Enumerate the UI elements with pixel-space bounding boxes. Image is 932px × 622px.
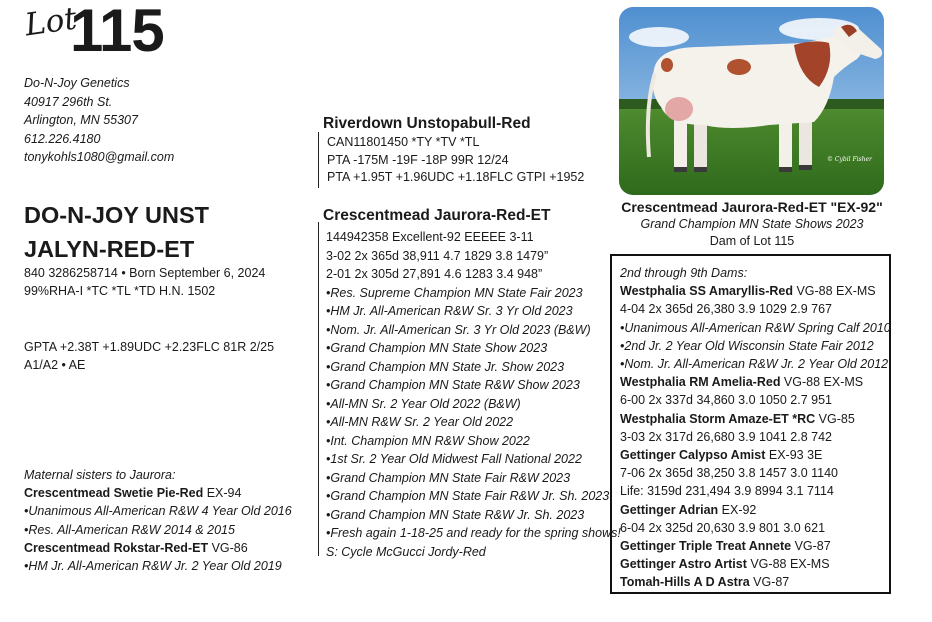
dams-box bbox=[610, 254, 891, 594]
dam-entry-honor: •Unanimous All-American R&W Spring Calf 2010 bbox=[620, 320, 891, 335]
dam-entry-name: Gettinger Astro Artist bbox=[620, 557, 747, 572]
dam-entry-name: Westphalia RM Amelia-Red bbox=[620, 375, 781, 390]
dam-divider bbox=[318, 222, 319, 556]
dam-record: 3-02 2x 365d 38,911 4.7 1829 3.8 1479” bbox=[326, 248, 549, 263]
sister-name: Crescentmead Rokstar-Red-ET bbox=[24, 540, 209, 555]
dam-honor: •Grand Champion MN State Jr. Show 2023 bbox=[326, 359, 565, 374]
dam-entry-score: VG-88 EX-MS bbox=[792, 284, 876, 299]
dam-entry bbox=[620, 573, 891, 591]
dam-entry-score: EX-93 3E bbox=[765, 448, 823, 463]
dam-honor: •Grand Champion MN State Show 2023 bbox=[326, 341, 548, 355]
sire-line: PTA -175M -19F -18P 99R 12/24 bbox=[327, 152, 509, 167]
dam-entry-record: 6-00 2x 337d 34,860 3.0 1050 2.7 951 bbox=[620, 393, 832, 408]
lot-number: 115 bbox=[70, 0, 164, 64]
sire-divider bbox=[318, 132, 319, 188]
dam-honor: •Int. Champion MN R&W Show 2022 bbox=[326, 433, 530, 448]
dam-entry-record: 6-04 2x 325d 20,630 3.9 801 3.0 621 bbox=[620, 520, 826, 535]
sister-entry bbox=[24, 539, 292, 557]
sister-name: Crescentmead Swetie Pie-Red bbox=[24, 486, 204, 501]
dam-honor: •Nom. Jr. All-American Sr. 3 Yr Old 2023 (B&W) bbox=[326, 322, 591, 337]
caption-dam: Dam of Lot 115 bbox=[709, 234, 795, 248]
dam-entry-name: Gettinger Calypso Amist bbox=[620, 448, 766, 463]
animal-name bbox=[24, 198, 209, 266]
dam-honor: •Res. Supreme Champion MN State Fair 2023 bbox=[326, 285, 583, 300]
dam-entry-score: VG-85 bbox=[815, 411, 855, 426]
sire-block bbox=[323, 114, 584, 187]
dam-entry-score: VG-88 EX-MS bbox=[780, 375, 864, 390]
cow-illustration bbox=[619, 7, 884, 195]
dam-entry-honor: •2nd Jr. 2 Year Old Wisconsin State Fair 2012 bbox=[620, 338, 874, 353]
dam-entry-score: EX-92 bbox=[718, 502, 757, 517]
sister-note: •Unanimous All-American R&W 4 Year Old 2016 bbox=[24, 504, 292, 519]
dam-entry-name: Westphalia Storm Amaze-ET *RC bbox=[620, 411, 816, 426]
dam-record: 144942358 Excellent-92 EEEEE 3-11 bbox=[326, 230, 534, 244]
sire-name: Riverdown Unstopabull-Red bbox=[323, 115, 531, 132]
dam-entry-score: VG-87 bbox=[749, 575, 790, 590]
dam-service-sire: S: Cycle McGucci Jordy-Red bbox=[326, 544, 486, 559]
dams-heading: 2nd through 9th Dams: bbox=[620, 266, 748, 280]
dam-entry-score: VG-87 bbox=[791, 539, 831, 554]
caption-subtitle: Grand Champion MN State Shows 2023 bbox=[640, 217, 864, 231]
sister-score: EX-94 bbox=[203, 486, 242, 501]
dam-entry bbox=[620, 537, 891, 555]
dam-entry bbox=[620, 501, 891, 519]
dam-record: 2-01 2x 305d 27,891 4.6 1283 3.4 948” bbox=[326, 267, 543, 281]
dam-entry bbox=[620, 446, 891, 464]
consignor-phone: 612.226.4180 bbox=[24, 131, 101, 146]
animal-id-line: 840 3286258714 • Born September 6, 2024 bbox=[24, 266, 266, 280]
animal-genomics bbox=[24, 338, 274, 374]
photo-credit: © Cybil Fisher bbox=[827, 156, 872, 163]
dam-honor: •All-MN R&W Sr. 2 Year Old 2022 bbox=[326, 415, 514, 429]
dam-entry-honor: •Nom. Jr. All-American R&W Jr. 2 Year Old 2012 bbox=[620, 357, 889, 372]
sister-note: •Res. All-American R&W 2014 & 2015 bbox=[24, 522, 235, 537]
caption-title: Crescentmead Jaurora-Red-ET "EX-92" bbox=[621, 199, 883, 215]
maternal-heading: Maternal sisters to Jaurora: bbox=[24, 468, 176, 482]
dam-entry-name: Westphalia SS Amaryllis-Red bbox=[620, 284, 793, 299]
dam-honor: •HM Jr. All-American R&W Sr. 3 Yr Old 2023 bbox=[326, 304, 573, 318]
sire-line: PTA +1.95T +1.96UDC +1.18FLC GTPI +1952 bbox=[327, 170, 585, 184]
dam-entry bbox=[620, 282, 891, 300]
sire-line: CAN11801450 *TY *TV *TL bbox=[327, 135, 480, 149]
dam-entry-record: 3-03 2x 317d 26,680 3.9 1041 2.8 742 bbox=[620, 429, 832, 444]
dam-entry-name: Gettinger Adrian bbox=[620, 502, 719, 517]
animal-name-line1: DO-N-JOY UNST bbox=[24, 202, 209, 228]
dam-honor: •Grand Champion MN State Fair R&W 2023 bbox=[326, 470, 571, 485]
dam-honor: •1st Sr. 2 Year Old Midwest Fall National 2022 bbox=[326, 452, 582, 466]
sister-score: VG-86 bbox=[208, 540, 248, 555]
genetics-line: A1/A2 • AE bbox=[24, 358, 86, 372]
dam-entry bbox=[620, 555, 891, 573]
dam-entry bbox=[620, 373, 891, 391]
animal-id-block bbox=[24, 264, 265, 300]
dam-entry-lifetime: Life: 3159d 231,494 3.9 8994 3.1 7114 bbox=[620, 484, 834, 499]
dam-entry-name: Tomah-Hills A D Astra bbox=[620, 575, 750, 590]
sister-entry bbox=[24, 484, 292, 502]
sister-note: •HM Jr. All-American R&W Jr. 2 Year Old 2019 bbox=[24, 559, 282, 574]
maternal-sisters bbox=[24, 466, 292, 575]
consignor-city: Arlington, MN 55307 bbox=[24, 113, 138, 127]
gpta-line: GPTA +2.38T +1.89UDC +2.23FLC 81R 2/25 bbox=[24, 340, 275, 354]
dam-honor: •Grand Champion MN State R&W Show 2023 bbox=[326, 378, 580, 392]
consignor-email: tonykohls1080@gmail.com bbox=[24, 150, 175, 164]
dam-name: Crescentmead Jaurora-Red-ET bbox=[323, 207, 551, 224]
consignor-address: 40917 296th St. bbox=[24, 94, 113, 109]
dam-block bbox=[323, 206, 621, 561]
dam-entry-record: 7-06 2x 365d 38,250 3.8 1457 3.0 1140 bbox=[620, 466, 839, 481]
animal-rha-line: 99%RHA-I *TC *TL *TD H.N. 1502 bbox=[24, 284, 216, 298]
cow-photo bbox=[619, 7, 884, 195]
dam-honor: •Grand Champion MN State R&W Jr. Sh. 2023 bbox=[326, 507, 585, 522]
dam-entry bbox=[620, 410, 891, 428]
dam-entry-record: 4-04 2x 365d 26,380 3.9 1029 2.9 767 bbox=[620, 302, 832, 317]
consignor-block bbox=[24, 74, 174, 167]
consignor-name: Do-N-Joy Genetics bbox=[24, 76, 130, 90]
lot-label: Lot bbox=[22, 0, 79, 44]
photo-caption bbox=[612, 199, 892, 250]
dam-entry-score: VG-88 EX-MS bbox=[746, 557, 830, 572]
dam-entry-name: Gettinger Triple Treat Annete bbox=[620, 539, 792, 554]
dam-honor: •Grand Champion MN State Fair R&W Jr. Sh. 2023 bbox=[326, 489, 610, 503]
dam-honor: •All-MN Sr. 2 Year Old 2022 (B&W) bbox=[326, 396, 521, 411]
animal-name-line2: JALYN-RED-ET bbox=[24, 236, 195, 262]
dam-honor: •Fresh again 1-18-25 and ready for the spring shows! bbox=[326, 526, 621, 540]
